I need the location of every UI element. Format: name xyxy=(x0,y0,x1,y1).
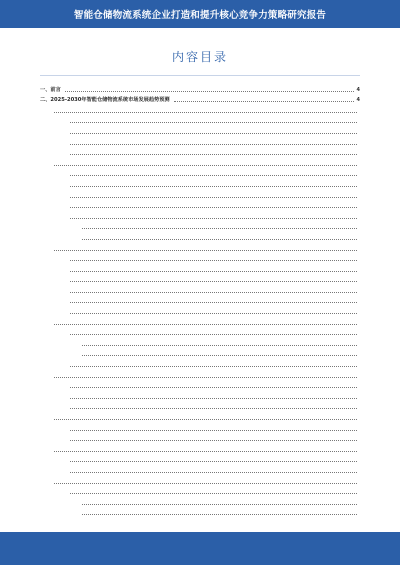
toc-dot-leader xyxy=(70,430,357,431)
toc-dot-leader xyxy=(70,334,357,335)
toc-entry[interactable] xyxy=(40,252,360,263)
toc-dot-leader xyxy=(54,324,357,325)
toc-entry-title: 二、2025-2030年智能仓储物流系统市场发展趋势预测 xyxy=(40,97,170,104)
toc-dot-leader xyxy=(70,302,357,303)
toc-dot-leader xyxy=(82,504,357,505)
toc-entry[interactable] xyxy=(40,135,360,146)
toc-dot-leader xyxy=(70,408,357,409)
toc-dot-leader xyxy=(70,387,357,388)
toc-entry[interactable] xyxy=(40,177,360,188)
toc-dot-leader xyxy=(65,91,354,92)
toc-dot-leader xyxy=(82,228,357,229)
toc-entry[interactable] xyxy=(40,495,360,506)
toc-entry[interactable] xyxy=(40,432,360,443)
toc-entry[interactable] xyxy=(40,199,360,210)
toc-entry[interactable] xyxy=(40,485,360,496)
toc-entry[interactable] xyxy=(40,379,360,390)
toc-entry[interactable] xyxy=(40,103,360,114)
toc-entry[interactable] xyxy=(40,474,360,485)
toc-dot-leader xyxy=(54,483,357,484)
toc-entry[interactable] xyxy=(40,326,360,337)
toc-entry[interactable] xyxy=(40,506,360,517)
report-title: 智能仓储物流系统企业打造和提升核心竞争力策略研究报告 xyxy=(73,10,327,21)
toc-entry[interactable] xyxy=(40,453,360,464)
toc-dot-leader xyxy=(70,133,357,134)
toc-entry[interactable] xyxy=(40,93,360,104)
toc-entry[interactable] xyxy=(40,188,360,199)
toc-dot-leader xyxy=(82,355,357,356)
toc-entry[interactable] xyxy=(40,273,360,284)
toc-dot-leader xyxy=(82,345,357,346)
toc-entry[interactable] xyxy=(40,220,360,231)
toc-list xyxy=(40,82,360,516)
toc-dot-leader xyxy=(70,292,357,293)
toc-entry[interactable] xyxy=(40,463,360,474)
toc-dot-leader xyxy=(70,144,357,145)
toc-entry[interactable] xyxy=(40,336,360,347)
toc-dot-leader xyxy=(70,313,357,314)
toc-entry[interactable] xyxy=(40,209,360,220)
toc-divider xyxy=(40,75,360,76)
toc-entry[interactable] xyxy=(40,400,360,411)
toc-dot-leader xyxy=(54,165,357,166)
toc-dot-leader xyxy=(70,260,357,261)
toc-dot-leader xyxy=(70,197,357,198)
toc-entry[interactable] xyxy=(40,283,360,294)
toc-dot-leader xyxy=(70,271,357,272)
toc-dot-leader xyxy=(70,461,357,462)
toc-entry[interactable] xyxy=(40,262,360,273)
toc-entry[interactable] xyxy=(40,82,360,93)
toc-entry-title: 一、前言 xyxy=(40,86,61,93)
toc-dot-leader xyxy=(70,207,357,208)
toc-entry[interactable] xyxy=(40,421,360,432)
toc-entry[interactable] xyxy=(40,442,360,453)
toc-entry[interactable] xyxy=(40,241,360,252)
toc-entry[interactable] xyxy=(40,315,360,326)
toc-dot-leader xyxy=(54,419,357,420)
toc-entry[interactable] xyxy=(40,357,360,368)
toc-entry[interactable] xyxy=(40,146,360,157)
toc-dot-leader xyxy=(70,122,357,123)
toc-dot-leader xyxy=(70,154,357,155)
toc-entry[interactable] xyxy=(40,167,360,178)
toc-dot-leader xyxy=(54,377,357,378)
toc-entry[interactable] xyxy=(40,389,360,400)
toc-dot-leader xyxy=(70,175,357,176)
toc-dot-leader xyxy=(82,514,357,515)
toc-entry-page: 4 xyxy=(356,86,360,93)
toc-dot-leader xyxy=(174,101,354,102)
toc-dot-leader xyxy=(70,281,357,282)
toc-entry[interactable] xyxy=(40,230,360,241)
toc-dot-leader xyxy=(70,440,357,441)
toc-entry[interactable] xyxy=(40,368,360,379)
toc-entry[interactable] xyxy=(40,304,360,315)
toc-dot-leader xyxy=(54,451,357,452)
toc-dot-leader xyxy=(70,472,357,473)
toc-entry[interactable] xyxy=(40,124,360,135)
toc-entry[interactable] xyxy=(40,156,360,167)
toc-entry[interactable] xyxy=(40,410,360,421)
toc-dot-leader xyxy=(70,493,357,494)
toc-dot-leader xyxy=(70,218,357,219)
toc-dot-leader xyxy=(82,239,357,240)
toc-dot-leader xyxy=(70,186,357,187)
toc-entry[interactable] xyxy=(40,294,360,305)
toc-dot-leader xyxy=(54,250,357,251)
toc-page xyxy=(40,44,360,514)
report-title-banner xyxy=(0,0,400,28)
toc-dot-leader xyxy=(70,366,357,367)
footer-bar xyxy=(0,532,400,565)
toc-entry[interactable] xyxy=(40,347,360,358)
toc-heading: 内容目录 xyxy=(171,50,228,64)
toc-dot-leader xyxy=(70,398,357,399)
toc-dot-leader xyxy=(54,112,357,113)
toc-entry-page: 4 xyxy=(356,97,360,104)
toc-entry[interactable] xyxy=(40,114,360,125)
